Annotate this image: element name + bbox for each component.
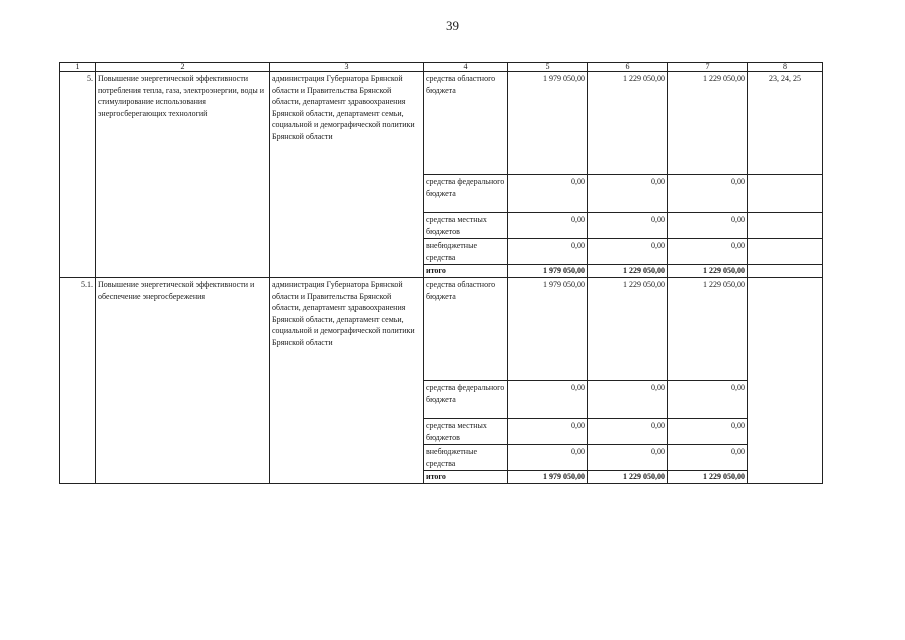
column-header: 2	[96, 63, 270, 72]
funding-source: средства местных бюджетов	[424, 213, 508, 239]
indicator-refs: 23, 24, 25	[748, 72, 823, 175]
total-label: итого	[424, 265, 508, 278]
column-header: 8	[748, 63, 823, 72]
amount-cell: 0,00	[508, 381, 588, 419]
amount-cell: 0,00	[668, 419, 748, 445]
funding-source: средства областного бюджета	[424, 72, 508, 175]
amount-cell: 1 229 050,00	[668, 278, 748, 381]
column-header: 5	[508, 63, 588, 72]
total-amount: 1 979 050,00	[508, 265, 588, 278]
header-row	[60, 63, 823, 72]
total-amount: 1 229 050,00	[668, 471, 748, 484]
amount-cell: 0,00	[668, 213, 748, 239]
funding-source: средства федерального бюджета	[424, 175, 508, 213]
measure-title: Повышение энергетической эффективности потребления тепла, газа, электроэнергии, воды и стимулирование использования энергосберегающих технологий	[96, 72, 270, 278]
funding-source: средства федерального бюджета	[424, 381, 508, 419]
indicator-refs	[748, 278, 823, 484]
row-index: 5.	[60, 72, 96, 278]
amount-cell: 0,00	[508, 239, 588, 265]
amount-cell: 1 979 050,00	[508, 72, 588, 175]
total-amount: 1 229 050,00	[588, 265, 668, 278]
amount-cell: 1 229 050,00	[588, 72, 668, 175]
amount-cell: 0,00	[508, 419, 588, 445]
column-header: 7	[668, 63, 748, 72]
measure-title: Повышение энергетической эффективности и обеспечение энергосбережения	[96, 278, 270, 484]
amount-cell: 0,00	[508, 175, 588, 213]
empty-cell	[748, 213, 823, 239]
amount-cell: 0,00	[508, 445, 588, 471]
total-amount: 1 979 050,00	[508, 471, 588, 484]
table-row	[60, 72, 823, 175]
amount-cell: 0,00	[668, 175, 748, 213]
funding-source: внебюджетные средства	[424, 445, 508, 471]
amount-cell: 0,00	[588, 175, 668, 213]
total-amount: 1 229 050,00	[668, 265, 748, 278]
amount-cell: 0,00	[668, 445, 748, 471]
amount-cell: 0,00	[588, 445, 668, 471]
column-header: 1	[60, 63, 96, 72]
column-header: 6	[588, 63, 668, 72]
amount-cell: 0,00	[588, 419, 668, 445]
amount-cell: 0,00	[668, 381, 748, 419]
funding-source: средства местных бюджетов	[424, 419, 508, 445]
page-number: 39	[446, 18, 459, 33]
column-header: 4	[424, 63, 508, 72]
funding-source: средства областного бюджета	[424, 278, 508, 381]
amount-cell: 0,00	[508, 213, 588, 239]
empty-cell	[748, 175, 823, 213]
amount-cell: 1 979 050,00	[508, 278, 588, 381]
amount-cell: 1 229 050,00	[588, 278, 668, 381]
empty-cell	[748, 265, 823, 278]
empty-cell	[748, 239, 823, 265]
amount-cell: 0,00	[588, 213, 668, 239]
table-row	[60, 278, 823, 381]
amount-cell: 0,00	[588, 239, 668, 265]
column-header: 3	[270, 63, 424, 72]
funding-source: внебюджетные средства	[424, 239, 508, 265]
row-index: 5.1.	[60, 278, 96, 484]
budget-table	[59, 62, 823, 484]
total-label: итого	[424, 471, 508, 484]
executor: администрация Губернатора Брянской области и Правительства Брянской области, департамент здравоохранения Брянской области, департамент семьи, социальной и демографической политики Брянской области	[270, 72, 424, 278]
executor: администрация Губернатора Брянской области и Правительства Брянской области, департамент здравоохранения Брянской области, департамент семьи, социальной и демографической политики Брянской области	[270, 278, 424, 484]
amount-cell: 0,00	[588, 381, 668, 419]
amount-cell: 0,00	[668, 239, 748, 265]
total-amount: 1 229 050,00	[588, 471, 668, 484]
amount-cell: 1 229 050,00	[668, 72, 748, 175]
